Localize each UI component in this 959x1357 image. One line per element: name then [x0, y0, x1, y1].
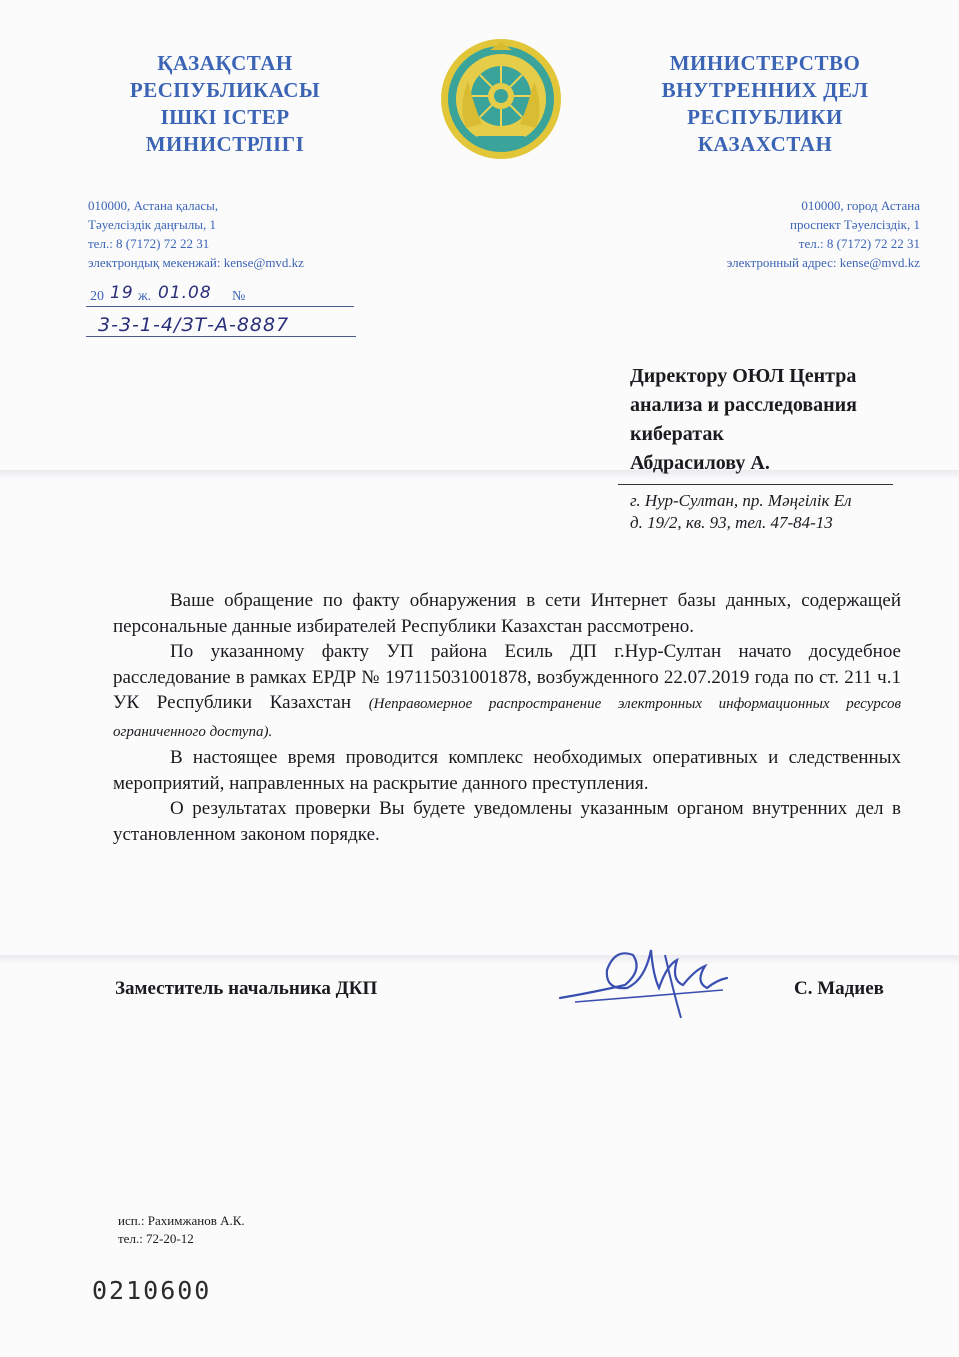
paragraph: По указанному факту УП района Есиль ДП г.Нур-Султан начато досудебное расследование в рамках ЕРДР № 197115031001878, возбужденного 22.07.2019 года по ст. 211 ч.1 УК Республики Казахстан (Неправомерное распространение электронных информационных ресурсов ограниченного доступа). — [113, 641, 901, 740]
org-name-kazakh: ҚАЗАҚСТАН РЕСПУБЛИКАСЫ ІШКІ ІСТЕР МИНИСТРЛІГІ — [129, 51, 321, 156]
executor-info: исп.: Рахимжанов А.К. тел.: 72-20-12 — [118, 1213, 245, 1246]
year-handwritten: 19 — [110, 283, 134, 303]
serial-number: 0210600 — [92, 1276, 212, 1305]
handwritten-signature — [555, 930, 735, 1025]
org-name-russian: МИНИСТЕРСТВО ВНУТРЕННИХ ДЕЛ РЕСПУБЛИКИ КАЗАХСТАН — [661, 51, 869, 156]
address-kazakh: 010000, Астана қаласы, Тәуелсіздік даңғылы, 1 тел.: 8 (7172) 72 22 31 электрондық мекенжай: kense@mvd.kz — [88, 198, 304, 270]
signatory-name: С. Мадиев — [794, 978, 884, 999]
paragraph: Ваше обращение по факту обнаружения в сети Интернет базы данных, содержащей персональные данные избирателей Республики Казахстан рассмотрено. — [113, 590, 901, 637]
paragraph: В настоящее время проводится комплекс необходимых оперативных и следственных мероприятий, направленных на раскрытие данного преступления. — [113, 747, 901, 794]
year-prefix: 20 — [90, 289, 104, 304]
recipient-address: г. Нур-Султан, пр. Мәңгілік Ел д. 19/2, кв. 93, тел. 47-84-13 — [630, 491, 852, 532]
date-handwritten: 01.08 — [158, 283, 212, 303]
paper-fold-shadow — [0, 955, 959, 965]
number-underline — [86, 336, 356, 337]
year-suffix: ж. — [138, 289, 152, 304]
paragraph: О результатах проверки Вы будете уведомлены указанным органом внутренних дел в установленном законом порядке. — [113, 798, 901, 845]
date-underline — [86, 306, 354, 307]
recipient-block: Директору ОЮЛ Центра анализа и расследования кибератак Абдрасилову А. — [630, 365, 858, 474]
letter-body — [113, 588, 901, 847]
recipient-divider — [618, 484, 893, 485]
signatory-title: Заместитель начальника ДКП — [115, 978, 378, 999]
address-russian: 010000, город Астана проспект Тәуелсіздік, 1 тел.: 8 (7172) 72 22 31 электронный адрес: kense@mvd.kz — [726, 198, 920, 270]
article-description: (Неправомерное распространение электронных информационных ресурсов ограниченного доступа). — [113, 696, 901, 740]
number-label: № — [232, 289, 246, 304]
state-emblem-icon — [438, 36, 564, 162]
number-handwritten: 3-3-1-4/ЗТ-А-8887 — [98, 314, 290, 336]
registration-block — [86, 283, 366, 342]
